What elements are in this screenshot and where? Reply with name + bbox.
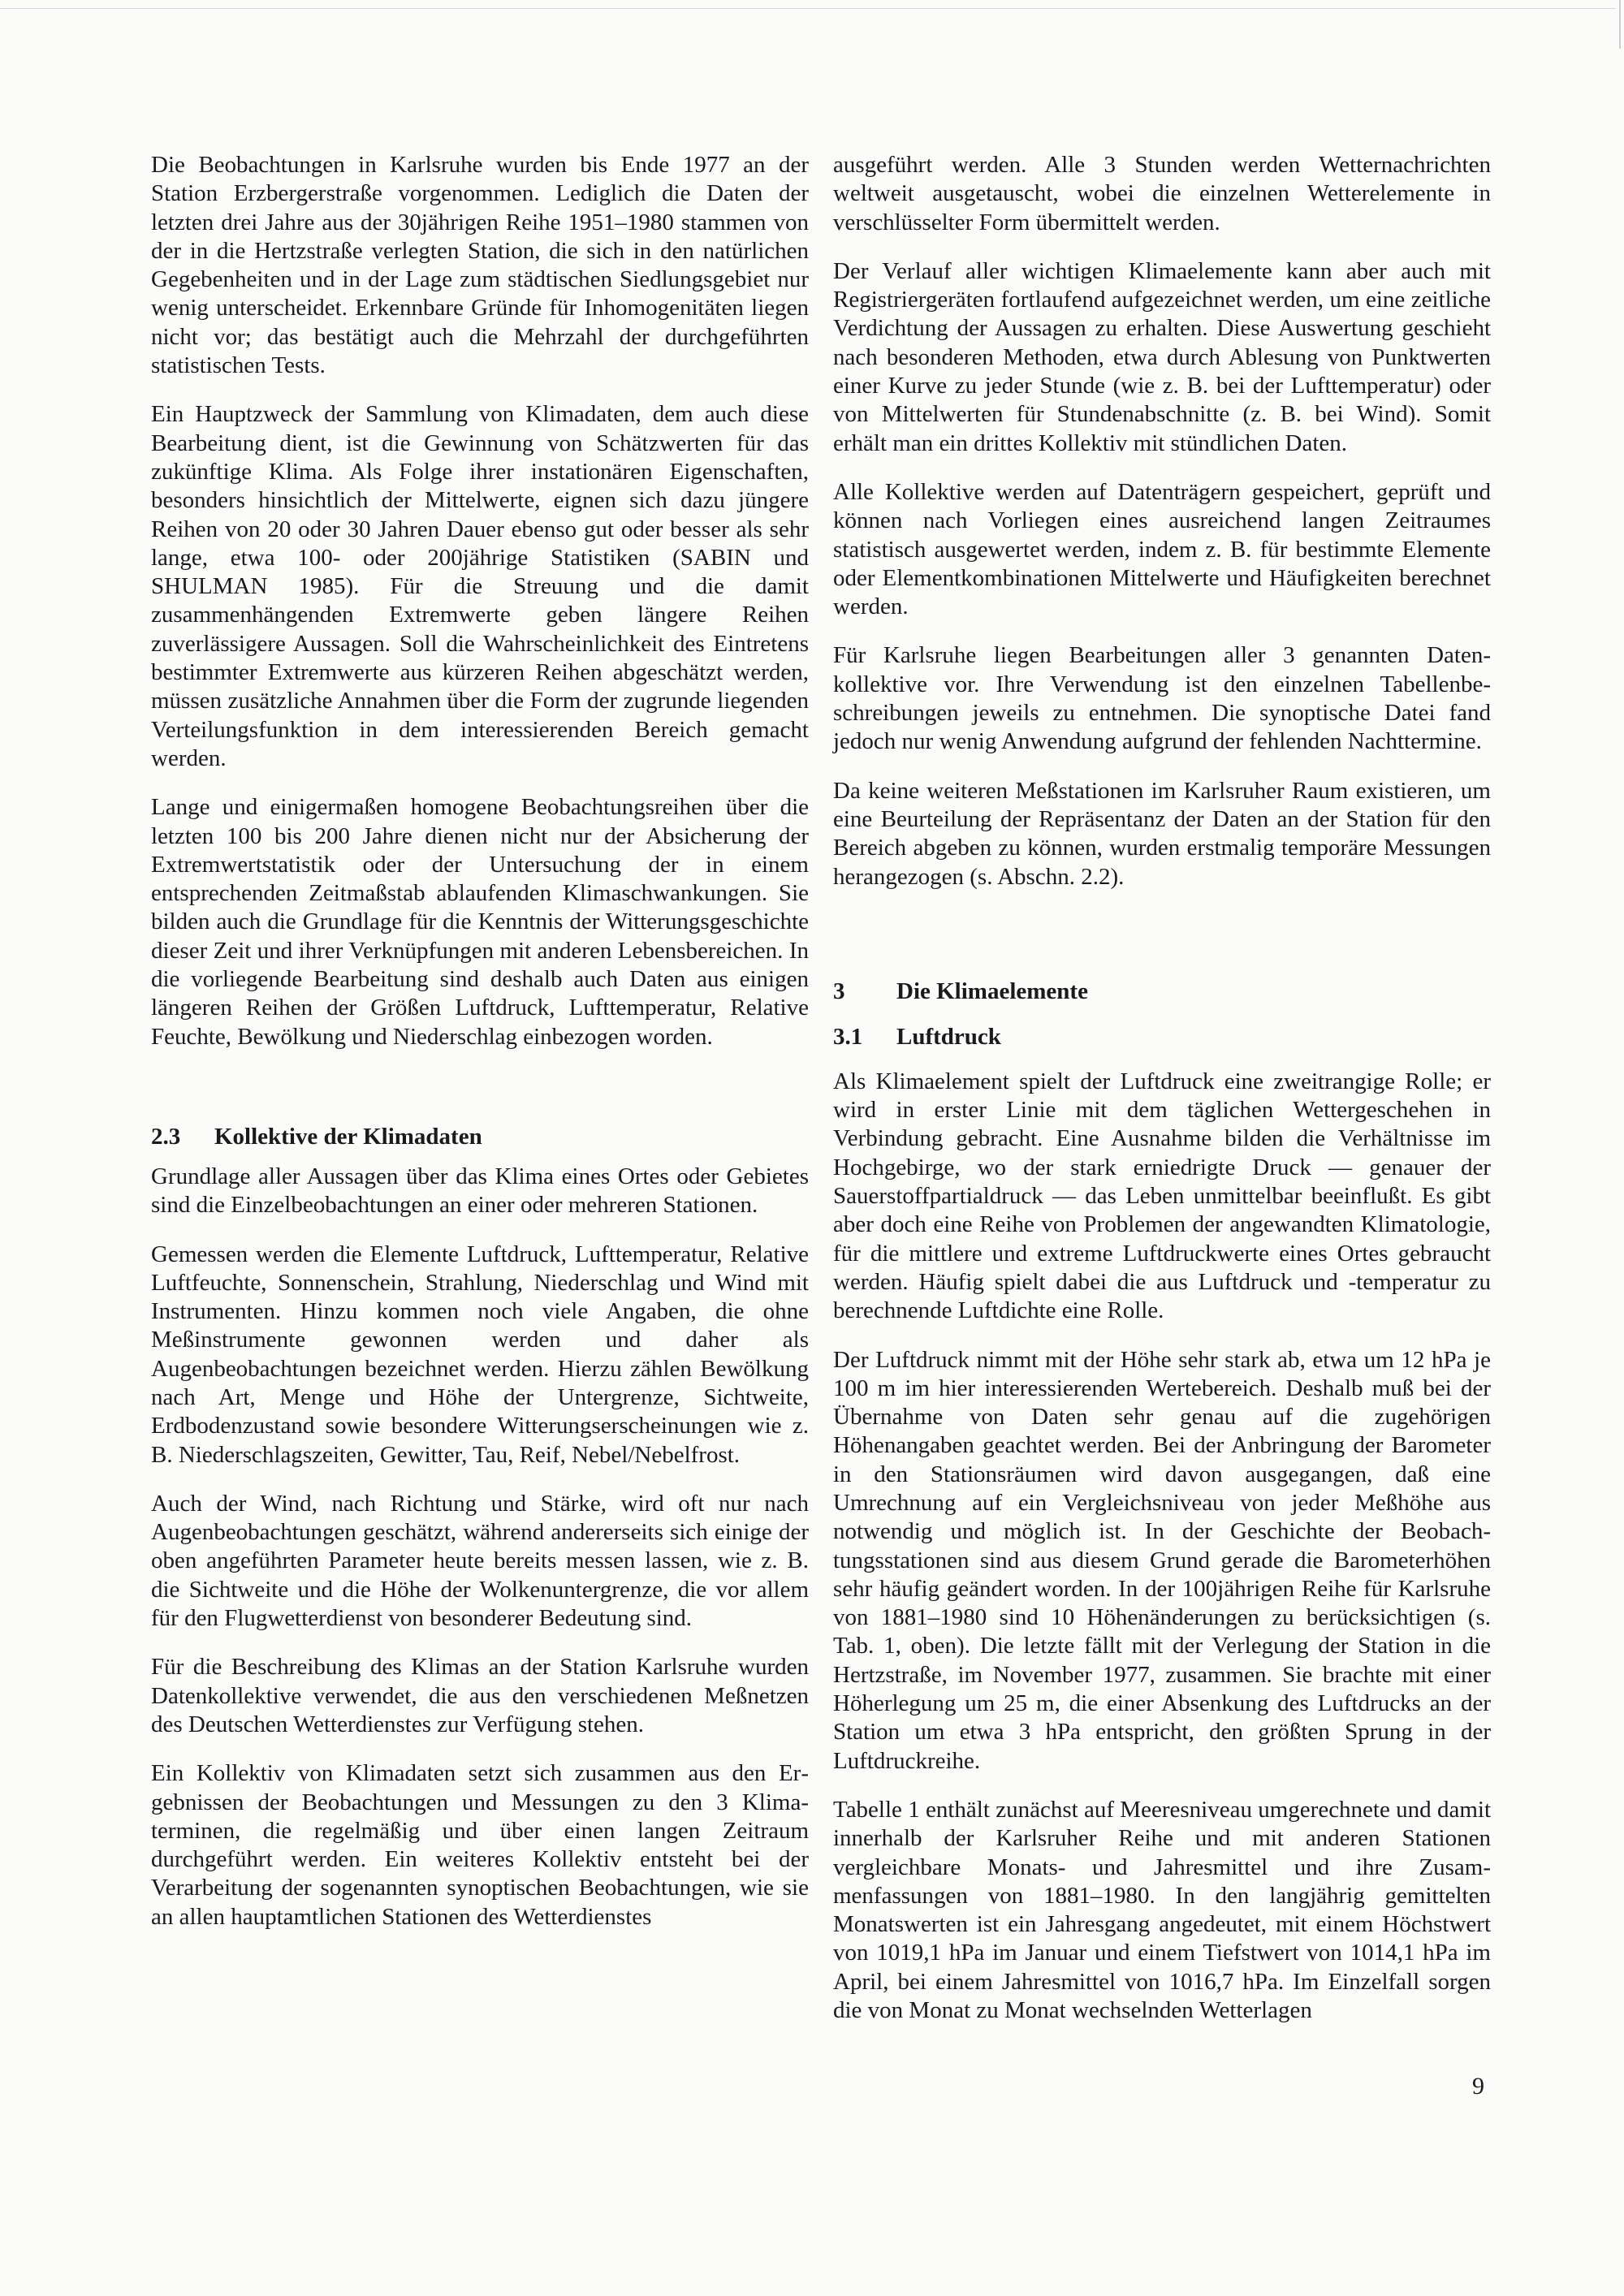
section-gap bbox=[151, 1072, 809, 1122]
paragraph: Für Karlsruhe liegen Bearbeitungen aller 3 genannten Datenkollektive vor. Ihre Verwendung ist den einzelnen Tabellenbeschreibungen jeweils zu entnehmen. Die synoptische Datei fand jedoch nur wenig Anwendung aufgrund der fehlenden Nachttermine. bbox=[833, 642, 1491, 755]
paragraph: Lange und einigermaßen homogene Beobachtungsreihen über die letzten 100 bis 200 Jahre dienen nicht nur der Absicherung der Extremwertstatistik oder der Untersuchung der in einem entsprechenden Zeitmaßstab ablaufenden Klimaschwankungen. Sie bilden auch die Grundlage für die Kenntnis der Witterungsgeschichte dieser Zeit und ihrer Verknüpfungen mit anderen Lebensbereichen. In die vorliegende Bearbeitung sind deshalb auch Daten aus einigen längeren Reihen der Größen Luftdruck, Lufttemperatur, Relative Feuchte, Bewölkung und Niederschlag einbezogen worden. bbox=[151, 794, 809, 1050]
section-title: Die Klimaelemente bbox=[896, 978, 1088, 1004]
paragraph: Gemessen werden die Elemente Luftdruck, Lufttemperatur, Relative Luftfeuchte, Sonnenschein, Strahlung, Niederschlag und Wind mit Instrumenten. Hinzu kommen noch viele Angaben, die ohne Meßinstrumente gewonnen werden und daher als Augenbeobachtungen bezeichnet werden. Hierzu zählen Bewölkung nach Art, Menge und Höhe der Untergrenze, Sichtweite, Erdbodenzustand sowie besondere Witterungserscheinungen wie z. B. Niederschlagszeiten, Gewitter, Tau, Reif, Nebel/Nebelfrost. bbox=[151, 1241, 809, 1468]
left-column bbox=[151, 151, 809, 1952]
section-number: 2.3 bbox=[151, 1123, 181, 1150]
paragraph: Da keine weiteren Meßstationen im Karlsruher Raum existieren, um eine Beurteilung der Repräsentanz der Daten an der Station für den Bereich abgeben zu können, wurden erstmalig temporäre Messungen herangezogen (s. Abschn. 2.2). bbox=[833, 777, 1491, 890]
right-scan-edge bbox=[1619, 0, 1621, 49]
section-number: 3 bbox=[833, 978, 845, 1004]
paragraph: Auch der Wind, nach Richtung und Stärke, wird oft nur nach Augenbeobachtungen geschätzt, während andererseits sich einige der oben angeführten Parameter heute bereits messen lassen, wie z. B. die Sichtweite und die Höhe der Wolkenuntergrenze, die vor allem für den Flugwetterdienst von besonderer Bedeutung sind. bbox=[151, 1490, 809, 1632]
section-title: Kollektive der Klimadaten bbox=[214, 1123, 482, 1150]
paragraph: Tabelle 1 enthält zunächst auf Meeresniveau umgerechnete und damit innerhalb der Karlsruher Reihe und mit anderen Stationen vergleichbare Monats- und Jahresmittel und ihre Zusammenfassungen von 1881–1980. In den langjährig gemittelten Monatswerten ist ein Jahresgang angedeutet, mit einem Höchstwert von 1019,1 hPa im Januar und einem Tiefstwert von 1014,1 hPa im April, bei einem Jahresmittel von 1016,7 hPa. Im Einzelfall sorgen die von Monat zu Monat wechselnden Wetterlagen bbox=[833, 1796, 1491, 2024]
page-number: 9 bbox=[1472, 2073, 1484, 2100]
section-gap bbox=[833, 912, 1491, 977]
paragraph: Alle Kollektive werden auf Datenträgern gespeichert, geprüft und können nach Vorliegen eines ausreichend langen Zeitraumes statistisch ausgewertet werden, indem z. B. für bestimmte Elemente oder Elementkombinationen Mittelwerte und Häufigkeiten berechnet werden. bbox=[833, 478, 1491, 620]
section-heading-2-3 bbox=[151, 1122, 809, 1151]
paragraph: Für die Beschreibung des Klimas an der Station Karlsruhe wurden Datenkollektive verwendet, die aus den verschiedenen Meßnetzen des Deutschen Wetterdienstes zur Verfügung stehen. bbox=[151, 1654, 809, 1737]
paragraph: Ein Kollektiv von Klimadaten setzt sich zusammen aus den Ergebnissen der Beobachtungen und Messungen zu den 3 Klimaterminen, die regelmäßig und über einen langen Zeitraum durchgeführt werden. Ein weiteres Kollektiv entsteht bei der Verarbeitung der sogenannten synoptischen Beobachtungen, wie sie an allen hauptamtlichen Stationen des Wetterdienstes bbox=[151, 1760, 809, 1930]
paragraph: Grundlage aller Aussagen über das Klima eines Ortes oder Gebietes sind die Einzelbeobachtungen an einer oder mehreren Stationen. bbox=[151, 1163, 809, 1219]
paragraph: Die Beobachtungen in Karlsruhe wurden bis Ende 1977 an der Station Erzbergerstraße vorgenommen. Lediglich die Daten der letzten drei Jahre aus der 30jährigen Reihe 1951–1980 stammen von der in die Hertzstraße verlegten Station, die sich in den natürlichen Gegebenheiten und in der Lage zum städtischen Siedlungsgebiet nur wenig unterscheidet. Erkennbare Gründe für Inhomogenitäten liegen nicht vor; das bestätigt auch die Mehrzahl der durchgeführten statistischen Tests. bbox=[151, 152, 809, 379]
subsection-heading-3-1 bbox=[833, 1022, 1491, 1051]
right-column bbox=[833, 151, 1491, 2045]
subsection-title: Luftdruck bbox=[896, 1023, 1001, 1050]
subsection-number: 3.1 bbox=[833, 1023, 863, 1050]
section-heading-3 bbox=[833, 977, 1491, 1006]
paragraph: Der Luftdruck nimmt mit der Höhe sehr stark ab, etwa um 12 hPa je 100 m im hier interessierenden Wertebereich. Deshalb muß bei der Übernahme von Daten sehr genau auf die zugehörigen Höhenangaben geachtet werden. Bei der Anbringung der Barometer in den Stationsräumen wird davon ausgegangen, daß eine Umrechnung auf ein Vergleichsniveau von jeder Meßhöhe aus notwendig und möglich ist. In der Geschichte der Beobachtungsstationen sind aus diesem Grund gerade die Barometerhöhen sehr häufig geändert worden. In der 100jährigen Reihe für Karlsruhe von 1881–1980 sind 10 Höhenänderungen zu berücksichtigen (s. Tab. 1, oben). Die letzte fällt mit der Verlegung der Station in die Hertzstraße, im November 1977, zusammen. Sie brachte mit einer Höherlegung um 25 m, die einer Absenkung des Luftdrucks an der Station um etwa 3 hPa entspricht, den größten Sprung in der Luftdruckreihe. bbox=[833, 1346, 1491, 1774]
paragraph: Der Verlauf aller wichtigen Klimaelemente kann aber auch mit Registriergeräten fortlaufend aufgezeichnet werden, um eine zeitliche Verdichtung der Aussagen zu erhalten. Diese Auswertung geschieht nach besonderen Methoden, etwa durch Ablesung von Punktwerten einer Kurve zu jeder Stunde (wie z. B. bei der Lufttemperatur) oder von Mittelwerten für Stundenabschnitte (z. B. bei Wind). Somit erhält man ein drittes Kollektiv mit stündlichen Daten. bbox=[833, 257, 1491, 456]
paragraph: ausgeführt werden. Alle 3 Stunden werden Wetternachrichten weltweit ausgetauscht, wobei die einzelnen Wetterelemente in verschlüsselter Form übermittelt werden. bbox=[833, 152, 1491, 235]
top-scan-line bbox=[0, 8, 1616, 9]
paragraph: Ein Hauptzweck der Sammlung von Klimadaten, dem auch diese Bearbeitung dient, ist die Gewinnung von Schätzwerten für das zukünftige Klima. Als Folge ihrer instationären Eigenschaften, besonders hinsichtlich der Mittelwerte, eignen sich dazu jüngere Reihen von 20 oder 30 Jahren Dauer ebenso gut oder besser als sehr lange, etwa 100- oder 200jährige Statistiken (SABIN und SHULMAN 1985). Für die Streuung und die damit zusammenhängenden Extremwerte geben längere Reihen zuverlässigere Aussagen. Soll die Wahrscheinlichkeit des Eintretens bestimmter Extremwerte aus kürzeren Reihen abgeschätzt werden, müssen zusätzliche Annahmen über die Form der zugrunde liegenden Verteilungsfunktion in dem interessierenden Bereich gemacht werden. bbox=[151, 401, 809, 771]
paragraph: Als Klimaelement spielt der Luftdruck eine zweitrangige Rolle; er wird in erster Linie mit dem täglichen Wettergeschehen in Verbindung gebracht. Eine Ausnahme bilden die Verhältnisse im Hochgebirge, wo der stark erniedrigte Druck — genauer der Sauerstoffpartialdruck — das Leben unmittelbar beeinflußt. Es gibt aber doch eine Reihe von Problemen der angewandten Klimatologie, für die mittlere und extreme Luftdruckwerte eines Ortes gebraucht werden. Häufig spielt dabei die aus Luftdruck und -temperatur zu berechnende Luftdichte eine Rolle. bbox=[833, 1068, 1491, 1324]
